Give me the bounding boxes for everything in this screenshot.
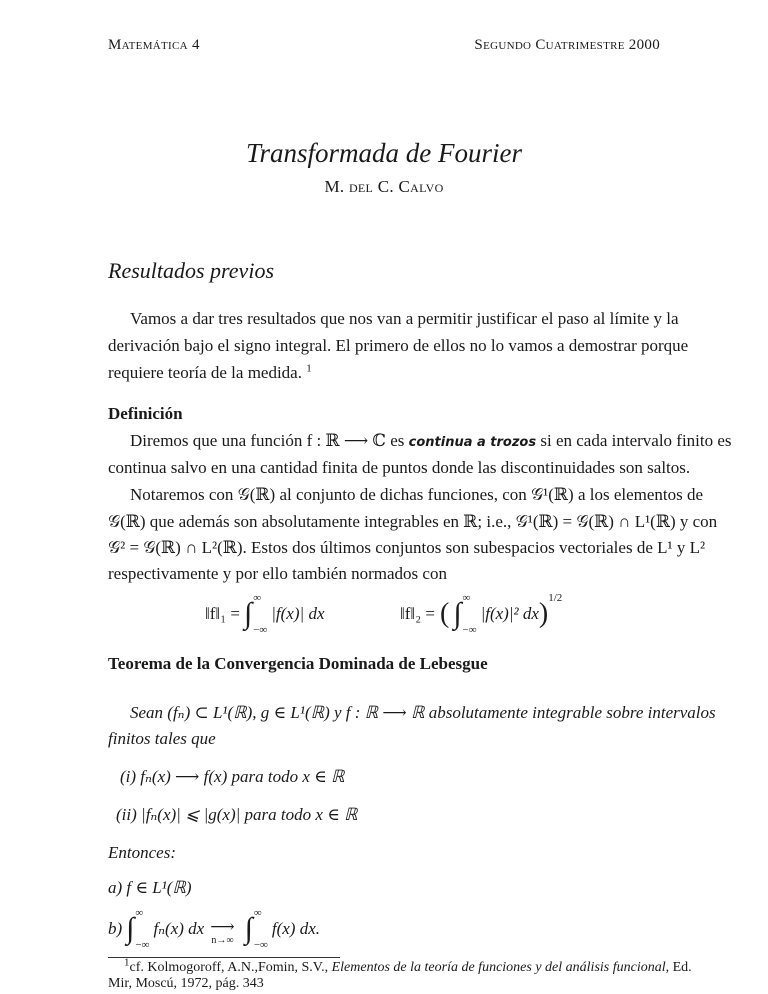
norm1-integrand: |f(x)| dx xyxy=(271,604,325,623)
left-paren: ( xyxy=(439,598,450,629)
right-paren: ) xyxy=(538,598,549,629)
result-b-left: fₙ(x) dx xyxy=(153,919,205,938)
footnote-mark: 1 xyxy=(124,956,130,969)
limit-arrow xyxy=(210,911,234,947)
integral-limits xyxy=(254,907,268,951)
upper-limit: ∞ xyxy=(135,907,144,919)
theorem-heading: Teorema de la Convergencia Dominada de Lebesgue xyxy=(108,654,488,673)
document-author: M. del C. Calvo xyxy=(324,177,444,196)
footnote-publisher: , Ed. xyxy=(665,960,692,975)
result-b-right: f(x) dx. xyxy=(271,919,320,938)
norm2-lhs: ‖f‖₂ = xyxy=(400,604,435,623)
upper-limit: ∞ xyxy=(462,592,471,604)
footnote-line-2: Mir, Moscú, 1972, pág. 343 xyxy=(108,976,264,991)
document-title: Transformada de Fourier xyxy=(245,138,523,168)
norm2-integrand: |f(x)|² dx xyxy=(480,604,539,623)
lower-limit: −∞ xyxy=(253,624,268,636)
limit-subscript: n→∞ xyxy=(211,935,234,946)
intro-text: requiere teoría de la medida. xyxy=(108,363,302,382)
header-left: Matemática 4 xyxy=(108,37,200,53)
footnote xyxy=(108,956,692,992)
definition-line-3: Notaremos con 𝒢(ℝ) al conjunto de dichas funciones, con 𝒢¹(ℝ) a los elementos de xyxy=(130,485,704,504)
condition-ii: (ii) |fₙ(x)| ⩽ |g(x)| para todo x ∈ ℝ xyxy=(116,805,358,824)
section-heading: Resultados previos xyxy=(108,258,274,283)
upper-limit: ∞ xyxy=(253,592,262,604)
condition-i: (i) fₙ(x) ⟶ f(x) para todo x ∈ ℝ xyxy=(120,767,345,786)
footnote-book-title: Elementos de la teoría de funciones y del análisis funcional xyxy=(331,960,666,975)
result-a: a) f ∈ L¹(ℝ) xyxy=(108,878,192,897)
header-right: Segundo Cuatrimestre 2000 xyxy=(474,37,660,53)
definition-line-5: 𝒢² = 𝒢(ℝ) ∩ L²(ℝ). Estos dos últimos conjuntos son subespacios vectoriales de L¹ y L² xyxy=(108,538,706,557)
norm1-lhs: ‖f‖₁ = xyxy=(205,604,240,623)
definition-line-6: respectivamente y por ello también normados con xyxy=(108,564,447,583)
intro-line-1: Vamos a dar tres resultados que nos van a permitir justificar el paso al límite y la xyxy=(130,309,679,328)
footnote-line-1 xyxy=(108,956,692,976)
definition-line-1 xyxy=(108,431,732,453)
lower-limit: −∞ xyxy=(135,939,150,951)
then-label: Entonces: xyxy=(108,843,176,862)
intro-line-3 xyxy=(108,363,660,383)
definition-heading: Definición xyxy=(108,404,183,423)
lower-limit: −∞ xyxy=(253,939,268,951)
lower-limit: −∞ xyxy=(462,624,477,636)
arrow-icon: ⟶ xyxy=(210,917,235,936)
integral-sign: ∫ xyxy=(453,597,462,630)
footnote-rule xyxy=(108,957,340,958)
def-text: si en cada intervalo finito es xyxy=(540,431,732,450)
def-text: Diremos que una función f : ℝ ⟶ ℂ es xyxy=(130,431,405,450)
theorem-line-2: finitos tales que xyxy=(108,729,216,748)
norm-1-formula xyxy=(205,592,324,636)
intro-line-2: derivación bajo el signo integral. El primero de ellos no lo vamos a demostrar porque xyxy=(108,336,689,355)
norm2-exponent: 1/2 xyxy=(548,592,563,604)
integral-sign: ∫ xyxy=(243,597,253,630)
norm-2-formula xyxy=(400,592,562,636)
definition-line-2: continua salvo en una cantidad finita de puntos donde las discontinuidades son saltos. xyxy=(108,458,691,477)
defined-term: continua a trozos xyxy=(408,435,537,450)
footnote-ref[interactable]: 1 xyxy=(306,362,312,375)
integral-sign: ∫ xyxy=(126,912,135,945)
theorem-line-1: Sean (fₙ) ⊂ L¹(ℝ), g ∈ L¹(ℝ) y f : ℝ ⟶ ℝ absolutamente integrable sobre intervalos xyxy=(130,703,716,722)
result-b-label: b) xyxy=(108,919,123,938)
integral-limits xyxy=(463,592,477,636)
result-b xyxy=(108,907,320,951)
footnote-authors: cf. Kolmogoroff, A.N.,Fomin, S.V., xyxy=(129,960,329,975)
integral-sign: ∫ xyxy=(244,912,253,945)
upper-limit: ∞ xyxy=(253,907,262,919)
integral-limits xyxy=(135,907,149,951)
definition-line-4: 𝒢(ℝ) que además son absolutamente integrables en ℝ; i.e., 𝒢¹(ℝ) = 𝒢(ℝ) ∩ L¹(ℝ) y con xyxy=(108,512,718,531)
integral-limits xyxy=(253,592,267,636)
